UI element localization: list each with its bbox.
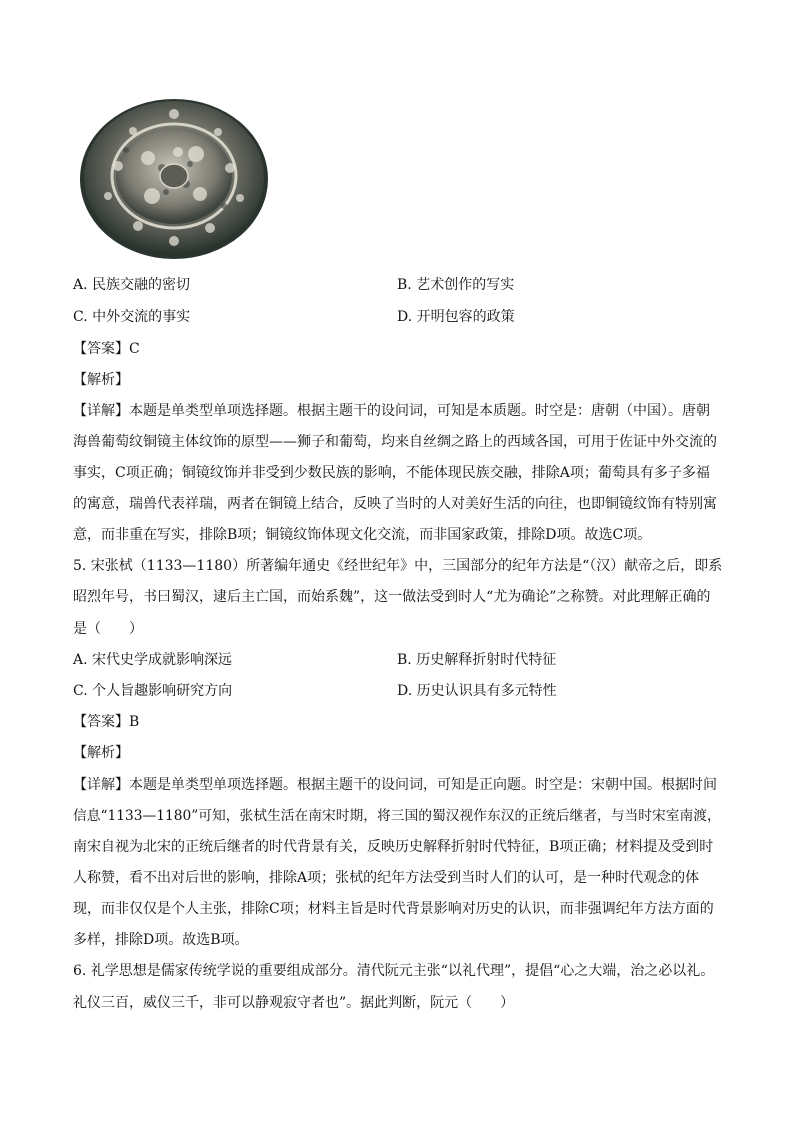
q5-detail-line: 多样，排除D项。故选B项。 [73, 932, 249, 948]
q4-option-c: C. 中外交流的事实 [73, 309, 191, 325]
q5-option-b: B. 历史解释折射时代特征 [397, 652, 557, 668]
q5-detail-line: 信息“1133—1180”可知，张栻生活在南宋时期，将三国的蜀汉视作东汉的正统后继者，与当时宋室南渡， [73, 808, 721, 824]
q4-answer-value: C [129, 341, 140, 357]
q5-answer [73, 713, 723, 731]
q5-stem-line: 是（ ） [73, 621, 143, 637]
q5-detail-line: 人称赞，看不出对后世的影响，排除A项；张栻的纪年方法受到当时人们的认可，是一种时代观念的体 [73, 870, 700, 886]
q5-stem-line: 5. 宋张栻（1133—1180）所著编年通史《经世纪年》中，三国部分的纪年方法是“（汉）献帝之后，即系 [73, 558, 723, 574]
q5-answer-value: B [129, 714, 140, 730]
q5-analysis-label [73, 744, 723, 762]
q4-option-b: B. 艺术创作的写实 [397, 277, 515, 293]
q4-detail-line: 海兽葡萄纹铜镜主体纹饰的原型——狮子和葡萄，均来自丝绸之路上的西域各国，可用于佐证中外交流的 [73, 434, 717, 450]
q4-analysis-text: 【解析】 [73, 372, 129, 388]
q5-detail-line: 南宋自视为北宋的正统后继者的时代背景有关，反映历史解释折射时代特征，B项正确；材料提及受到时 [73, 839, 714, 855]
q4-detail-line: 意，而非重在写实，排除B项；铜镜纹饰体现文化交流，而非国家政策，排除D项。故选C项。 [73, 527, 652, 543]
q4-analysis-label [73, 371, 723, 389]
q5-option-d: D. 历史认识具有多元特性 [397, 683, 557, 699]
q5-option-c: C. 个人旨趣影响研究方向 [73, 683, 233, 699]
q5-stem-line: 昭烈年号，书曰蜀汉，逮后主亡国，而始系魏”，这一做法受到时人“尤为确论”之称赞。对此理解正确的 [73, 589, 711, 605]
q4-answer-label: 【答案】 [73, 341, 129, 357]
q5-analysis-text: 【解析】 [73, 745, 129, 761]
q4-detail-line: 【详解】本题是单类型单项选择题。根据主题干的设问词，可知是本质题。时空是：唐朝（中国）。唐朝 [73, 403, 710, 419]
q5-detail-line: 【详解】本题是单类型单项选择题。根据主题干的设问词，可知是正向题。时空是：宋朝中国。根据时间 [73, 777, 717, 793]
q6-stem-line: 礼仪三百，威仪三千，非可以静观寂守者也”。据此判断，阮元（ ） [73, 995, 515, 1011]
q4-option-d: D. 开明包容的政策 [397, 309, 515, 325]
q4-detail-line: 的寓意，瑞兽代表祥瑞，两者在铜镜上结合，反映了当时的人对美好生活的向往，也即铜镜纹饰有特别寓 [73, 496, 717, 512]
q4-option-a: A. 民族交融的密切 [73, 277, 191, 293]
q5-option-a: A. 宋代史学成就影响深远 [73, 652, 233, 668]
q5-answer-label: 【答案】 [73, 714, 129, 730]
q4-detail-line: 事实，C项正确；铜镜纹饰并非受到少数民族的影响，不能体现民族交融，排除A项；葡萄具有多子多福 [73, 465, 710, 481]
q4-answer [73, 340, 723, 358]
q6-stem-line: 6. 礼学思想是儒家传统学说的重要组成部分。清代阮元主张“以礼代理”，提倡“心之大端，治之必以礼。 [73, 963, 715, 979]
bronze-mirror-image [78, 96, 270, 262]
q5-detail-line: 现，而非仅仅是个人主张，排除C项；材料主旨是时代背景影响对历史的认识，而非强调纪年方法方面的 [73, 901, 714, 917]
